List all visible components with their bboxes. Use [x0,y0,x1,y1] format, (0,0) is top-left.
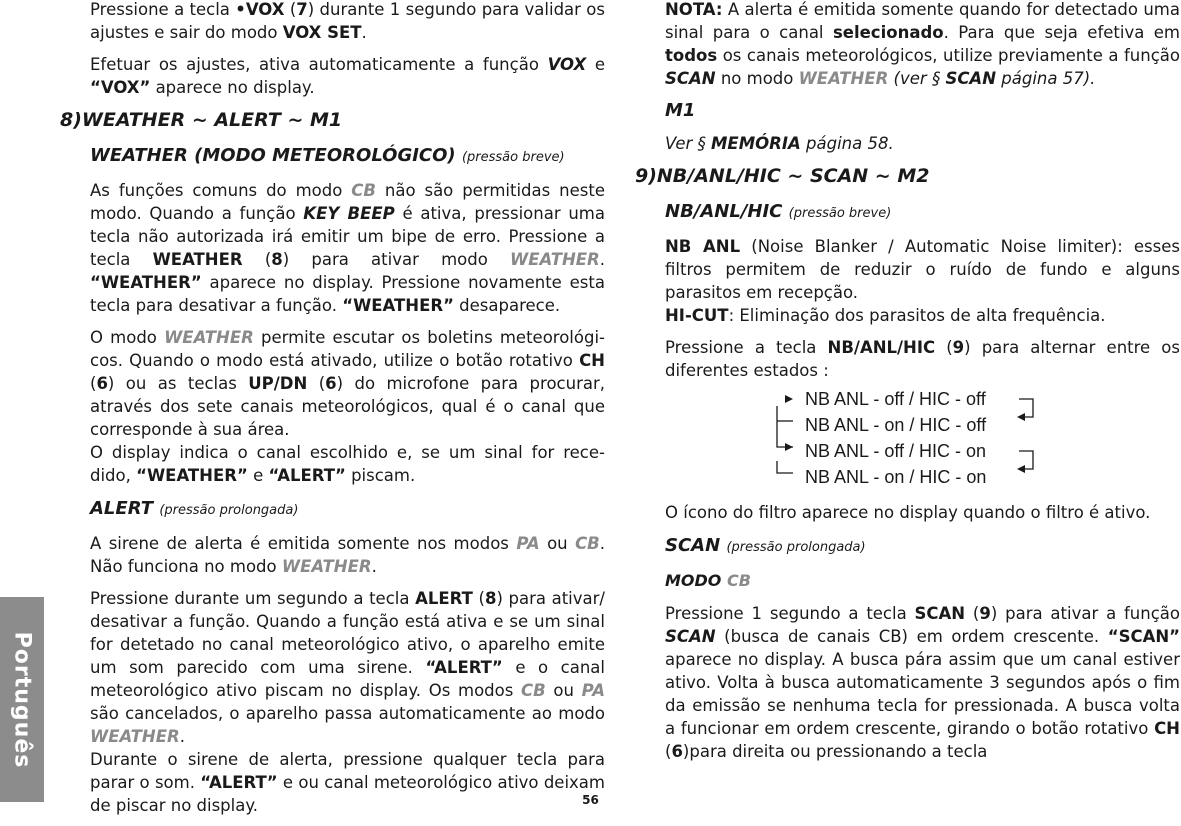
modo-cb-heading: MODO CB [665,571,751,590]
vox-validate-paragraph: Pressione a tecla •VOX (7) durante 1 segundo para validar os ajustes e sair do modo VOX SET. [90,0,605,42]
page-number: 56 [582,793,599,807]
section-8-heading: 8)WEATHER ~ ALERT ~ M1 [60,109,343,131]
weather-heading: WEATHER (MODO METEOROLÓGICO) (pressão breve) [90,145,565,166]
nb-heading: NB/ANL/HIC (pressão breve) [665,201,892,222]
section-9-heading: 9)NB/ANL/HIC ~ SCAN ~ M2 [635,165,930,187]
nb-paragraph-1: NB ANL (Noise Blanker / Automatic Noise limiter): esses filtros permitem de reduzir o ruído de fundo e alguns parasitos em recepção. HI-CUT: Eliminação dos parasitos de alta frequência. [665,237,1180,325]
state-4: NB ANL - on / HIC - on [805,467,987,487]
alert-heading: ALERT (pressão prolongada) [90,498,299,519]
state-2: NB ANL - on / HIC - off [805,415,987,435]
weather-paragraph-2: O modo WEATHER permite escutar os boletins meteorológi-cos. Quando o modo está ativado, utilize o botão rotativo CH (6) ou as teclas UP/DN (6) do microfone para procurar, através dos sete canais meteorológicos, qual é o canal que corresponde à sua área. O display indica o canal escolhido e, se um sinal for rece-dido, “WEATHER” e “ALERT” piscam. [90,328,605,485]
state-3: NB ANL - off / HIC - on [805,441,987,461]
vox-auto-paragraph: Efetuar os ajustes, ativa automaticamente a função VOX e “VOX” aparece no display. [90,55,605,97]
alert-paragraph-1: A sirene de alerta é emitida somente nos modos PA ou CB. Não funciona no modo WEATHER. [90,534,605,576]
nb-paragraph-2: Pressione a tecla NB/ANL/HIC (9) para alternar entre os diferentes estados : [665,338,1180,380]
language-side-tab [0,597,44,802]
weather-paragraph-1: As funções comuns do modo CB não são permitidas neste modo. Quando a função KEY BEEP é ativa, pressionar uma tecla não autorizada irá emitir um bipe de erro. Pressione a tecla WEATHER (8) para ativar modo WEATHER. “WEATHER” aparece no display. Pressione novamente esta tecla para desativar a função. “WEATHER” desaparece. [90,181,605,315]
right-column [635,0,1180,772]
alert-paragraph-2: Pressione durante um segundo a tecla ALERT (8) para ativar/ desativar a função. Quando a função está ativa e se um sinal for detetado no canal meteorológico ativo, o aparelho emite um som parecido com uma sirene. “ALERT” e o canal meteorológico ativo piscam no display. Os modos CB ou PA são cancelados, o aparelho passa automaticamente ao modo WEATHER. Durante o sirene de alerta, pressione qualquer tecla para parar o som. “ALERT” e ou canal meteorológico ativo deixam de piscar no display. [90,589,605,815]
state-1: NB ANL - off / HIC - off [805,389,986,409]
left-column [60,0,605,826]
scan-heading: SCAN (pressão prolongada) [665,535,866,556]
nota-paragraph: NOTA: A alerta é emitida somente quando for detectado uma sinal para o canal selecionado. Para que seja efetiva em todos os canais meteorológicos, utilize previamente a função SCAN no modo WEATHER (ver § SCAN página 57). [665,0,1180,88]
scan-paragraph: Pressione 1 segundo a tecla SCAN (9) para ativar a função SCAN (busca de canais CB) em ordem crescente. “SCAN” aparece no display. A busca pára assim que um canal estiver ativo. Volta à busca automaticamente 3 segundos após o fim da emissão se nenhuma tecla for pressionada. A busca volta a funcionar em ordem crescente, girando o botão rotativo CH (6)para direita ou pressionando a tecla [665,604,1180,761]
language-label: Português [9,631,35,768]
filter-icon-paragraph: O ícono do filtro aparece no display quando o filtro é ativo. [665,503,1151,522]
nb-state-cycle-diagram [665,391,1180,491]
m1-paragraph: Ver § MEMÓRIA página 58. [665,134,894,153]
m1-heading: M1 [665,100,696,121]
